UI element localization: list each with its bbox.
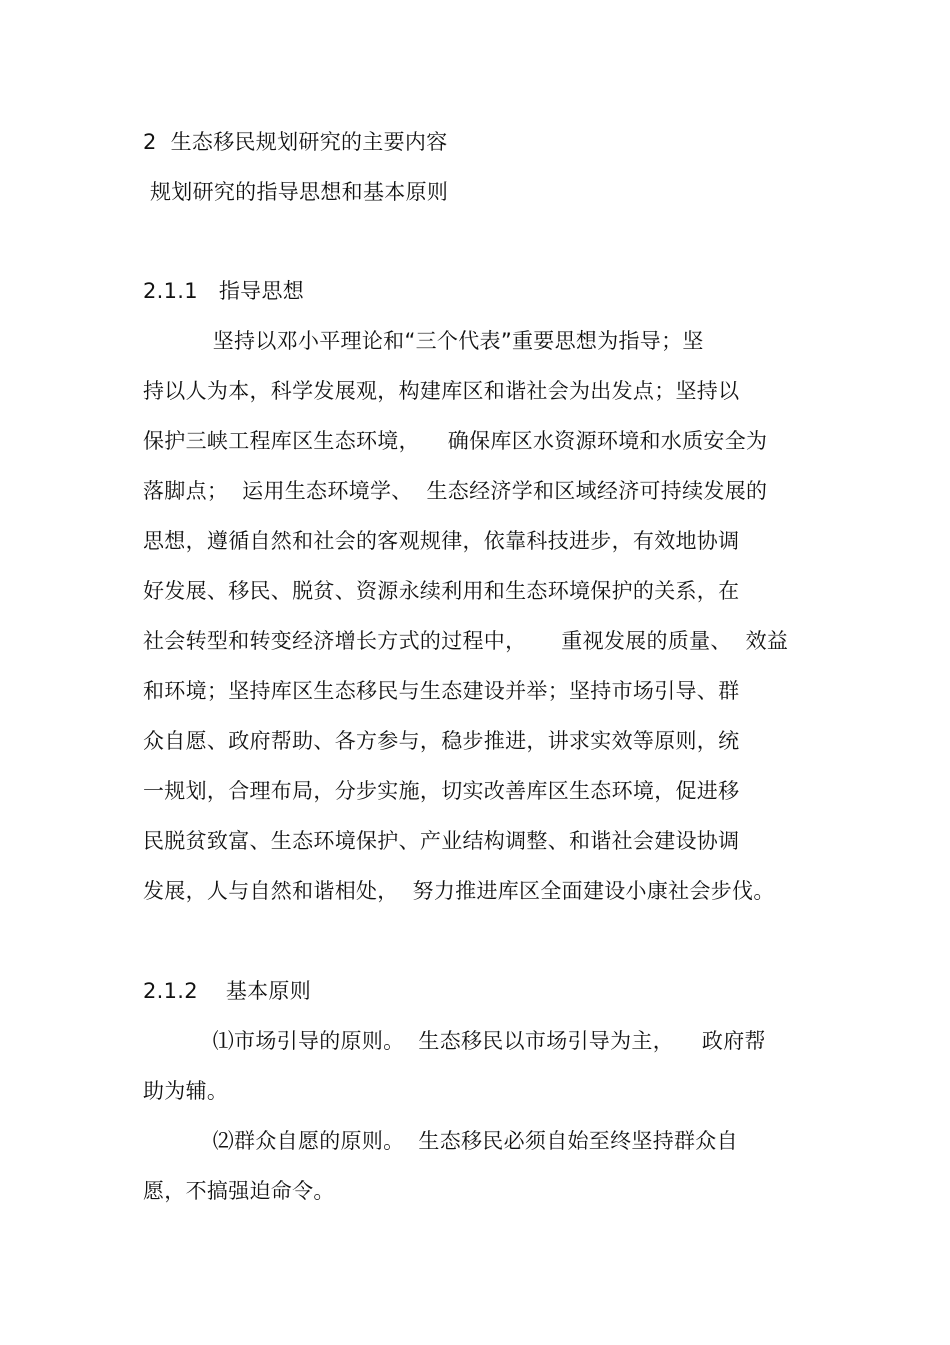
paragraph-line: 好发展、移民、脱贫、资源永续利用和生态环境保护的关系，在 (143, 579, 740, 603)
paragraph-line: 思想，遵循自然和社会的客观规律，依靠科技进步，有效地协调 (143, 529, 740, 553)
subsection-heading-basic-principles: 2.1.2 基本原则 (143, 979, 312, 1003)
paragraph-line: 愿，不搞强迫命令。 (143, 1179, 335, 1203)
paragraph-line: 众自愿、政府帮助、各方参与，稳步推进，讲求实效等原则，统 (143, 729, 740, 753)
paragraph-line: 坚持以邓小平理论和“三个代表”重要思想为指导；坚 (143, 329, 704, 353)
section-subtitle: 规划研究的指导思想和基本原则 (143, 180, 449, 204)
paragraph-line: 和环境；坚持库区生态移民与生态建设并举；坚持市场引导、群 (143, 679, 740, 703)
paragraph-line: ⑵群众自愿的原则。 生态移民必须自始至终坚持群众自 (143, 1129, 738, 1153)
section-title: 2 生态移民规划研究的主要内容 (143, 130, 448, 154)
paragraph-line: 一规划，合理布局，分步实施，切实改善库区生态环境，促进移 (143, 779, 740, 803)
paragraph-line: 民脱贫致富、生态环境保护、产业结构调整、和谐社会建设协调 (143, 829, 740, 853)
subsection-heading-guiding-thought: 2.1.1 指导思想 (143, 279, 305, 303)
paragraph-line: 社会转型和转变经济增长方式的过程中， 重视发展的质量、 效益 (143, 629, 789, 653)
paragraph-line: 发展，人与自然和谐相处， 努力推进库区全面建设小康社会步伐。 (143, 879, 775, 903)
paragraph-line: 持以人为本，科学发展观，构建库区和谐社会为出发点；坚持以 (143, 379, 740, 403)
paragraph-line: 助为辅。 (143, 1079, 229, 1103)
paragraph-line: 保护三峡工程库区生态环境， 确保库区水资源环境和水质安全为 (143, 429, 768, 453)
paragraph-line: 落脚点； 运用生态环境学、 生态经济学和区域经济可持续发展的 (143, 479, 768, 503)
paragraph-line: ⑴市场引导的原则。 生态移民以市场引导为主， 政府帮 (143, 1029, 766, 1053)
